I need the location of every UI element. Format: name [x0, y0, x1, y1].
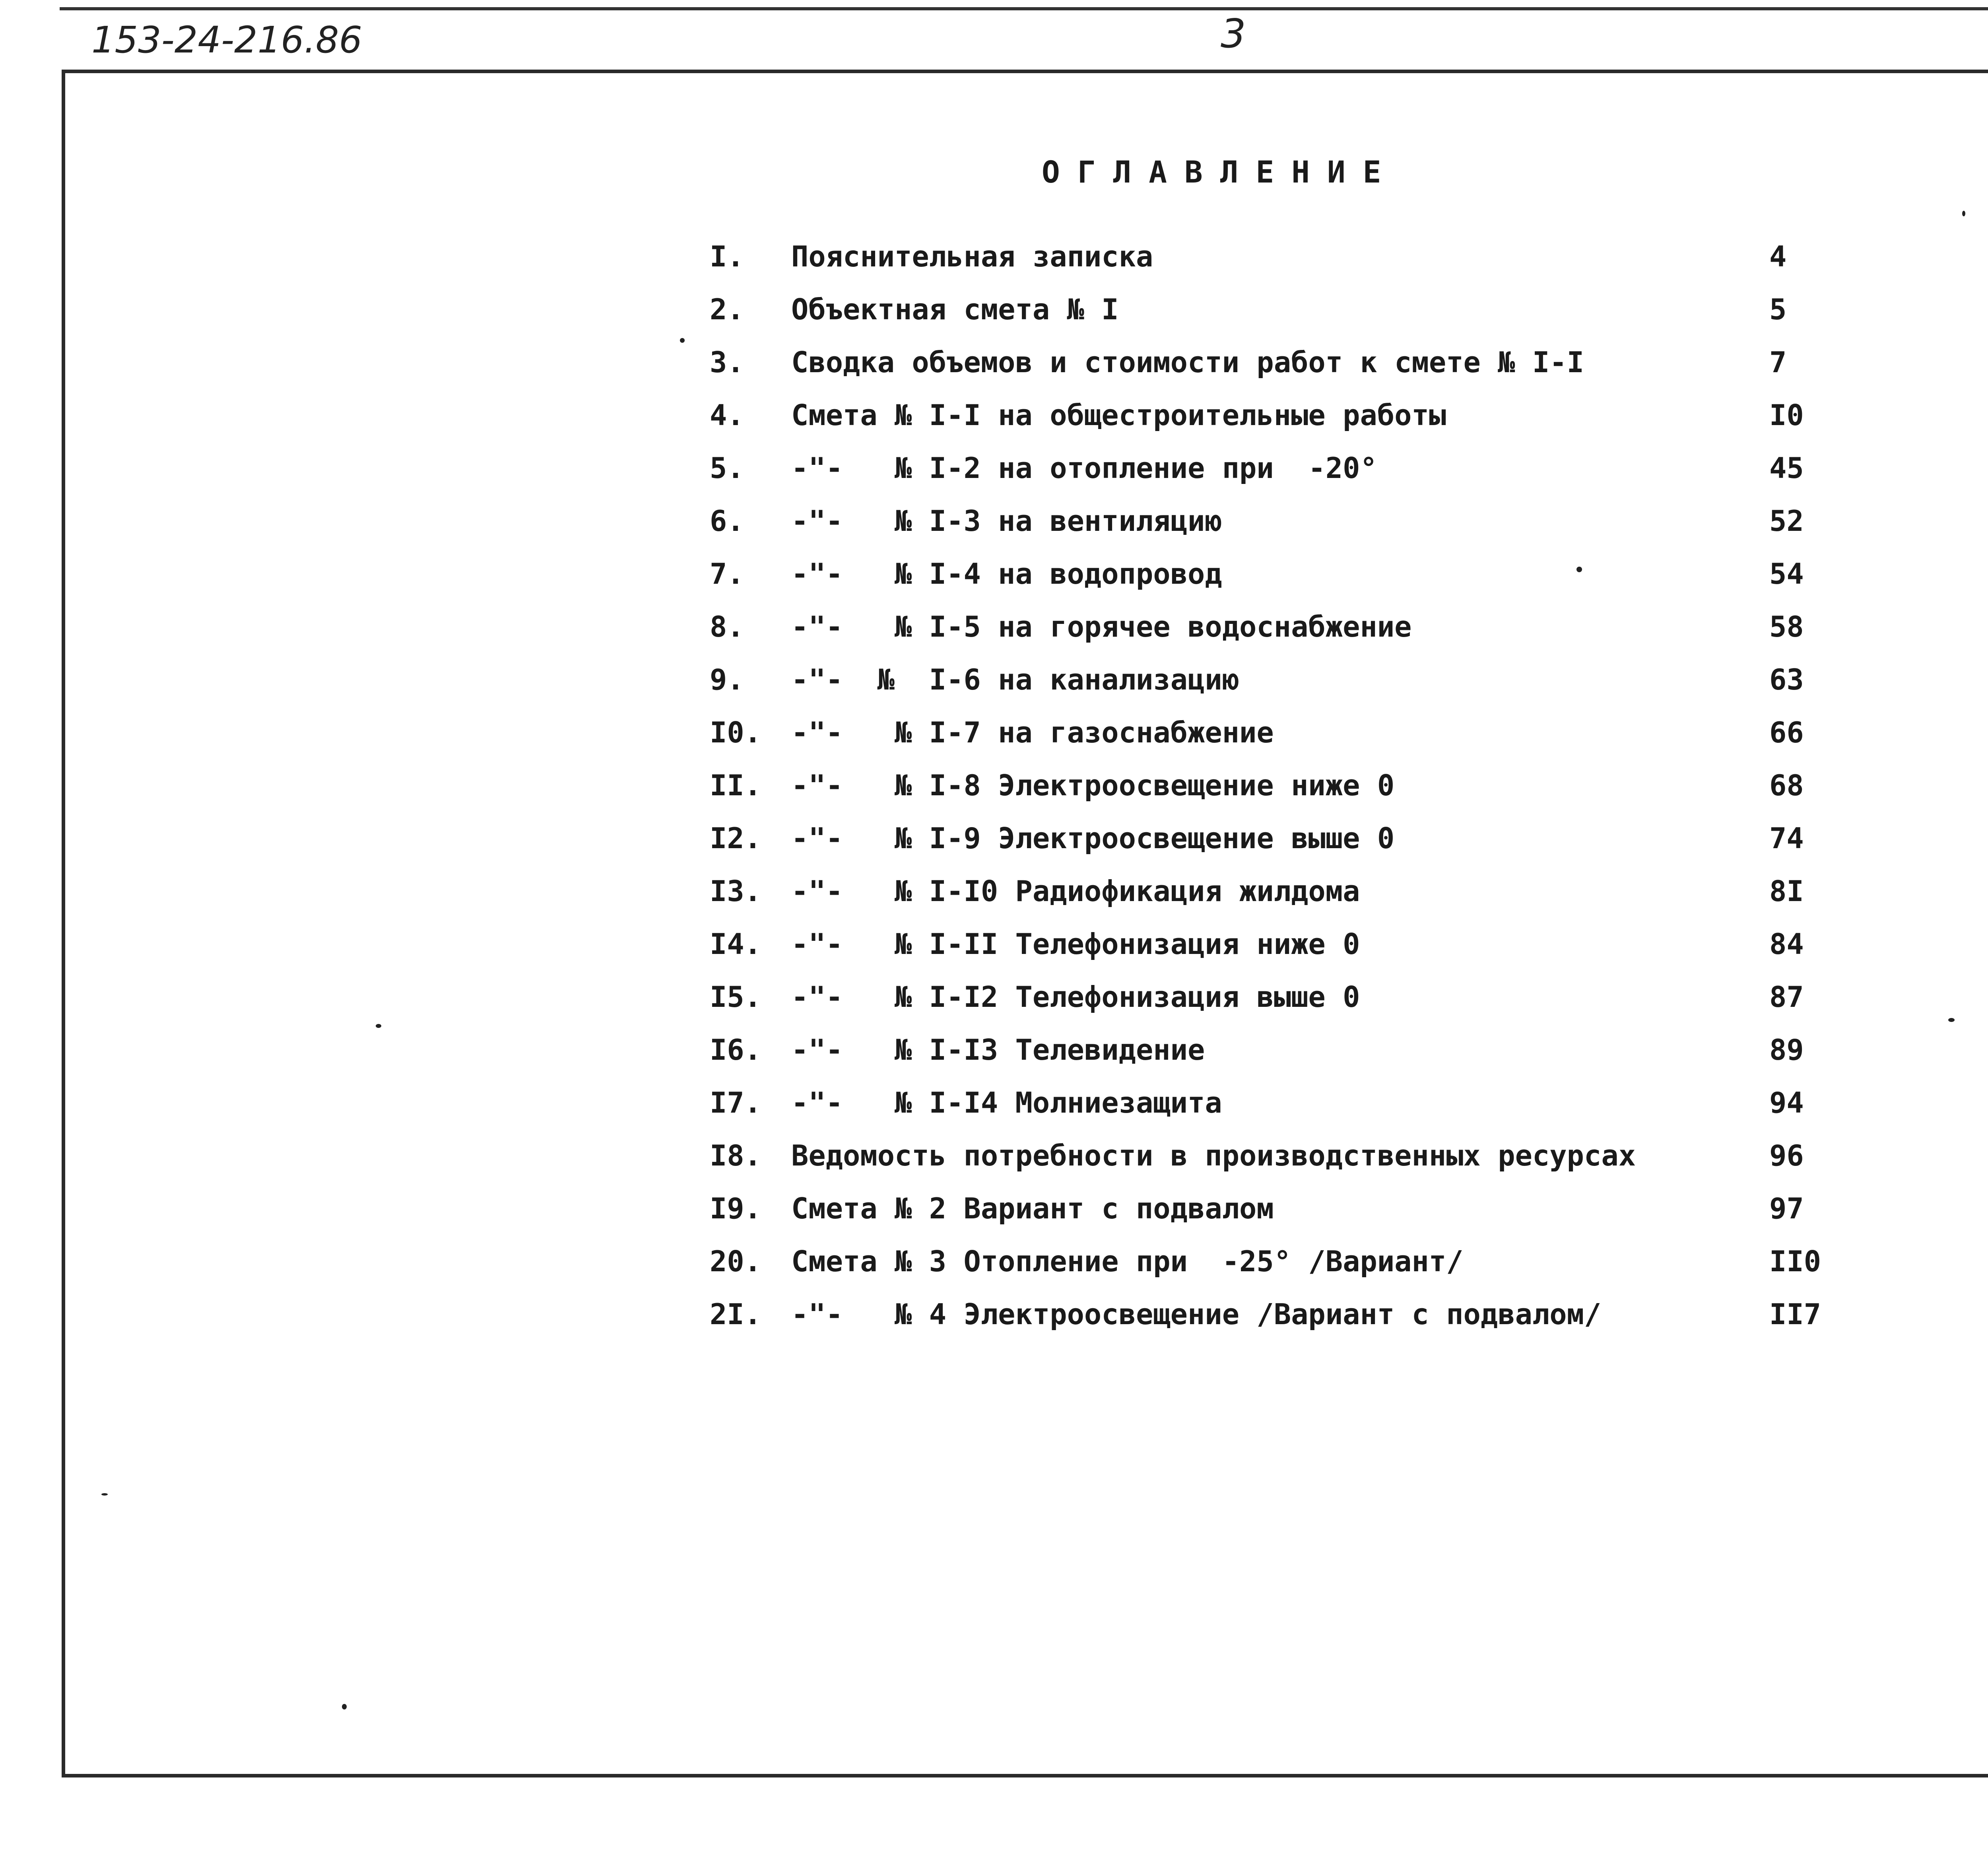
toc-item-title: -"- № I-7 на газоснабжение	[791, 716, 1274, 749]
toc-item-page: 54	[1769, 557, 1804, 591]
toc-row	[0, 1030, 1988, 1070]
toc-row	[0, 554, 1988, 594]
toc-row	[0, 713, 1988, 752]
top-border-line	[60, 7, 1988, 10]
toc-item-page: 45	[1769, 451, 1804, 485]
toc-item-title: -"- № I-8 Электроосвещение ниже 0	[791, 769, 1395, 802]
toc-item-number: II.	[710, 769, 762, 802]
toc-row	[0, 1241, 1988, 1281]
doc-code: 153-24-216.86	[91, 19, 362, 61]
toc-item-number: I5.	[710, 980, 762, 1014]
page-title: ОГЛАВЛЕНИЕ	[1042, 154, 1399, 190]
toc-item-number: 4.	[710, 398, 744, 432]
toc-item-page: II0	[1769, 1245, 1821, 1278]
toc-item-title: -"- № 4 Электроосвещение /Вариант с подвалом/	[791, 1298, 1602, 1331]
toc-item-page: 94	[1769, 1086, 1804, 1119]
toc-item-page: 5	[1769, 293, 1787, 326]
toc-item-title: -"- № I-3 на вентиляцию	[791, 504, 1222, 538]
toc-item-page: 87	[1769, 980, 1804, 1014]
toc-item-number: I4.	[710, 927, 762, 961]
toc-row	[0, 448, 1988, 488]
toc-item-page: 8I	[1769, 874, 1804, 908]
toc-item-page: 66	[1769, 716, 1804, 749]
toc-item-title: -"- № I-4 на водопровод	[791, 557, 1222, 591]
toc-item-title: Смета № 2 Вариант с подвалом	[791, 1192, 1274, 1225]
toc-row	[0, 1294, 1988, 1334]
toc-item-title: -"- № I-9 Электроосвещение выше 0	[791, 822, 1395, 855]
toc-row	[0, 1136, 1988, 1175]
toc-row	[0, 871, 1988, 911]
scan-speck	[1948, 1018, 1955, 1022]
toc-item-title: Смета № 3 Отопление при -25° /Вариант/	[791, 1245, 1464, 1278]
toc-item-title: -"- № I-5 на горячее водоснабжение	[791, 610, 1412, 643]
toc-item-page: 7	[1769, 346, 1787, 379]
toc-item-page: 89	[1769, 1033, 1804, 1066]
toc-row	[0, 1189, 1988, 1228]
toc-item-page: II7	[1769, 1298, 1821, 1331]
toc-item-number: 6.	[710, 504, 744, 538]
toc-row	[0, 765, 1988, 805]
scan-speck	[680, 338, 685, 343]
toc-item-title: -"- № I-I0 Радиофикация жилдома	[791, 874, 1360, 908]
toc-item-title: -"- № I-6 на канализацию	[791, 663, 1240, 696]
toc-item-number: I9.	[710, 1192, 762, 1225]
toc-row	[0, 237, 1988, 276]
toc-row	[0, 289, 1988, 329]
toc-item-page: I0	[1769, 398, 1804, 432]
scan-speck	[376, 1024, 381, 1028]
toc-item-title: Объектная смета № I	[791, 293, 1119, 326]
scan-speck	[1962, 211, 1965, 216]
toc-item-number: I8.	[710, 1139, 762, 1172]
toc-row	[0, 660, 1988, 699]
toc-row	[0, 607, 1988, 647]
toc-item-number: 9.	[710, 663, 744, 696]
toc-item-page: 97	[1769, 1192, 1804, 1225]
toc-item-number: I0.	[710, 716, 762, 749]
toc-item-page: 74	[1769, 822, 1804, 855]
scan-speck	[101, 1493, 108, 1496]
toc-item-number: 8.	[710, 610, 744, 643]
toc-item-title: Смета № I-I на общестроительные работы	[791, 398, 1446, 432]
toc-item-number: I.	[710, 240, 744, 273]
toc-item-number: 7.	[710, 557, 744, 591]
toc-item-title: Пояснительная записка	[791, 240, 1153, 273]
toc-item-title: Сводка объемов и стоимости работ к смете № I-I	[791, 346, 1584, 379]
toc-item-title: -"- № I-I2 Телефонизация выше 0	[791, 980, 1360, 1014]
toc-item-number: I6.	[710, 1033, 762, 1066]
toc-item-title: -"- № I-I3 Телевидение	[791, 1033, 1205, 1066]
toc-item-number: I3.	[710, 874, 762, 908]
toc-item-number: 2.	[710, 293, 744, 326]
toc-item-number: I7.	[710, 1086, 762, 1119]
toc-item-number: 20.	[710, 1245, 762, 1278]
toc-row	[0, 342, 1988, 382]
toc-row	[0, 1083, 1988, 1123]
toc-row	[0, 977, 1988, 1017]
toc-row	[0, 924, 1988, 964]
toc-item-title: -"- № I-2 на отопление при -20°	[791, 451, 1377, 485]
toc-item-page: 68	[1769, 769, 1804, 802]
toc-item-title: -"- № I-II Телефонизация ниже 0	[791, 927, 1360, 961]
toc-item-number: I2.	[710, 822, 762, 855]
toc-item-title: -"- № I-I4 Молниезащита	[791, 1086, 1222, 1119]
toc-item-page: 52	[1769, 504, 1804, 538]
sheet-number: 3	[1221, 10, 1246, 57]
toc-item-number: 3.	[710, 346, 744, 379]
toc-item-number: 2I.	[710, 1298, 762, 1331]
toc-row	[0, 818, 1988, 858]
toc-item-page: 4	[1769, 240, 1787, 273]
toc-item-page: 58	[1769, 610, 1804, 643]
scan-speck	[342, 1704, 347, 1709]
toc-item-page: 96	[1769, 1139, 1804, 1172]
toc-item-title: Ведомость потребности в производственных ресурсах	[791, 1139, 1636, 1172]
toc-item-number: 5.	[710, 451, 744, 485]
toc-item-page: 63	[1769, 663, 1804, 696]
toc-row	[0, 501, 1988, 541]
toc-item-page: 84	[1769, 927, 1804, 961]
scan-speck	[1576, 567, 1582, 572]
toc-row	[0, 395, 1988, 435]
